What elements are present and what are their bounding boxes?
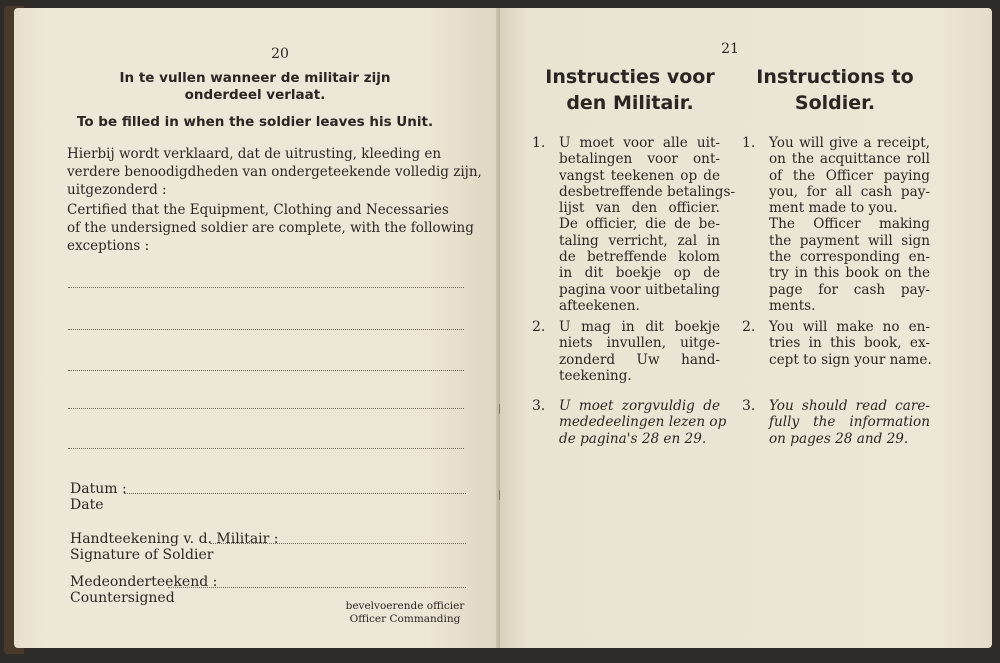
text-line: You will give a receipt, xyxy=(769,135,930,151)
certification-english-line3: exceptions : xyxy=(67,238,150,254)
certification-dutch-line3: uitgezonderd : xyxy=(67,182,167,198)
officer-caption-nl: bevelvoerende officier xyxy=(345,600,465,612)
text-line: cept to sign your name. xyxy=(769,351,932,368)
heading-english-instructions xyxy=(740,64,930,116)
date-field[interactable] xyxy=(124,493,466,494)
text-line: U moet voor alle uit- xyxy=(559,135,720,151)
text-line: pagina voor uitbetaling xyxy=(559,281,720,298)
exception-line-2[interactable] xyxy=(68,329,464,330)
dutch-instruction-1 xyxy=(559,135,736,314)
text-line: page for cash pay- xyxy=(769,281,930,298)
text-line: mededeelingen lezen op xyxy=(559,414,727,431)
exception-line-4[interactable] xyxy=(68,408,464,409)
text-line: on the acquittance roll xyxy=(769,151,930,168)
item-number: 1. xyxy=(742,135,756,151)
certification-english xyxy=(67,201,474,255)
text-line: zonderd Uw hand- xyxy=(559,351,720,368)
item-number: 2. xyxy=(532,319,546,335)
dutch-instruction-2 xyxy=(559,319,720,384)
item-number: 1. xyxy=(532,135,546,151)
exception-line-5[interactable] xyxy=(68,448,464,449)
heading-dutch-line2: den Militair. xyxy=(566,92,694,114)
english-instruction-3 xyxy=(769,398,930,447)
left-page xyxy=(14,8,500,648)
text-line: taling verricht, zal in xyxy=(559,232,720,249)
exception-line-1[interactable] xyxy=(68,287,464,288)
countersigned-label-nl: Medeonderteekend : xyxy=(70,574,218,590)
text-line: de betreffende kolom xyxy=(559,249,720,266)
officer-caption xyxy=(330,600,480,626)
heading-dutch-line1: In te vullen wanneer de militair zijn xyxy=(119,70,391,86)
officer-caption-en: Officer Commanding xyxy=(349,613,461,625)
exception-line-3[interactable] xyxy=(68,370,464,371)
text-line: The Officer making xyxy=(769,216,930,233)
text-line: of the Officer paying xyxy=(769,167,930,184)
english-instruction-2 xyxy=(769,319,930,368)
text-line: tries in this book, ex- xyxy=(769,335,930,352)
text-line: de pagina's 28 en 29. xyxy=(559,430,707,447)
countersigned-field[interactable] xyxy=(168,587,466,588)
heading-dutch-line1: Instructies voor xyxy=(545,66,715,88)
text-line: U moet zorgvuldig de xyxy=(559,398,720,414)
page-number: 20 xyxy=(271,46,289,62)
date-label: Date xyxy=(70,497,104,513)
item-number: 3. xyxy=(532,398,546,414)
text-line: try in this book on the xyxy=(769,265,930,282)
certification-dutch-line2: verdere benoodigdheden van ondergeteekende volledig zijn, xyxy=(67,164,482,180)
text-line: De officier, die de be- xyxy=(559,216,720,233)
text-line: You should read care- xyxy=(769,398,930,414)
item-number: 2. xyxy=(742,319,756,335)
text-line: ment made to you. xyxy=(769,200,898,217)
heading-english-line1: Instructions to xyxy=(756,66,914,88)
heading-english-line2: Soldier. xyxy=(794,92,876,114)
text-line: vangst teekenen op de xyxy=(559,167,720,184)
text-line: teekening. xyxy=(559,367,632,384)
certification-dutch xyxy=(67,145,482,199)
text-line: U mag in dit boekje xyxy=(559,319,720,335)
datum-label: Datum : xyxy=(70,481,127,497)
text-line: the corresponding en- xyxy=(769,249,930,266)
countersigned-label-en: Countersigned xyxy=(70,590,175,606)
text-line: You will make no en- xyxy=(769,319,930,335)
text-line: in dit boekje op de xyxy=(559,265,720,282)
soldier-signature-field[interactable] xyxy=(210,543,466,544)
text-line: niets invullen, uitge- xyxy=(559,335,720,352)
dutch-instruction-3 xyxy=(559,398,727,447)
text-line: desbetreffende betalings- xyxy=(559,183,736,200)
certification-english-line2: of the undersigned soldier are complete, with the following xyxy=(67,220,474,236)
text-line: on pages 28 and 29. xyxy=(769,430,909,447)
heading-dutch xyxy=(14,70,496,104)
text-line: lijst van den officier. xyxy=(559,200,720,217)
certification-dutch-line1: Hierbij wordt verklaard, dat de uitrusting, kleeding en xyxy=(67,146,442,162)
heading-dutch-line2: onderdeel verlaat. xyxy=(184,87,326,103)
soldier-signature-label-nl: Handteekening v. d. Militair : xyxy=(70,531,279,547)
text-line: ments. xyxy=(769,297,816,314)
text-line: afteekenen. xyxy=(559,297,640,314)
text-line: betalingen voor ont- xyxy=(559,151,720,168)
heading-dutch-instructions xyxy=(520,64,740,116)
text-line: the payment will sign xyxy=(769,232,930,249)
right-page xyxy=(500,8,992,648)
page-number: 21 xyxy=(721,41,739,57)
text-line: fully the information xyxy=(769,414,930,431)
heading-english: To be filled in when the soldier leaves his Unit. xyxy=(76,114,434,130)
certification-english-line1: Certified that the Equipment, Clothing and Necessaries xyxy=(67,202,449,218)
text-line: you, for all cash pay- xyxy=(769,183,930,200)
soldier-signature-label-en: Signature of Soldier xyxy=(70,547,214,563)
item-number: 3. xyxy=(742,398,756,414)
english-instruction-1 xyxy=(769,135,930,314)
